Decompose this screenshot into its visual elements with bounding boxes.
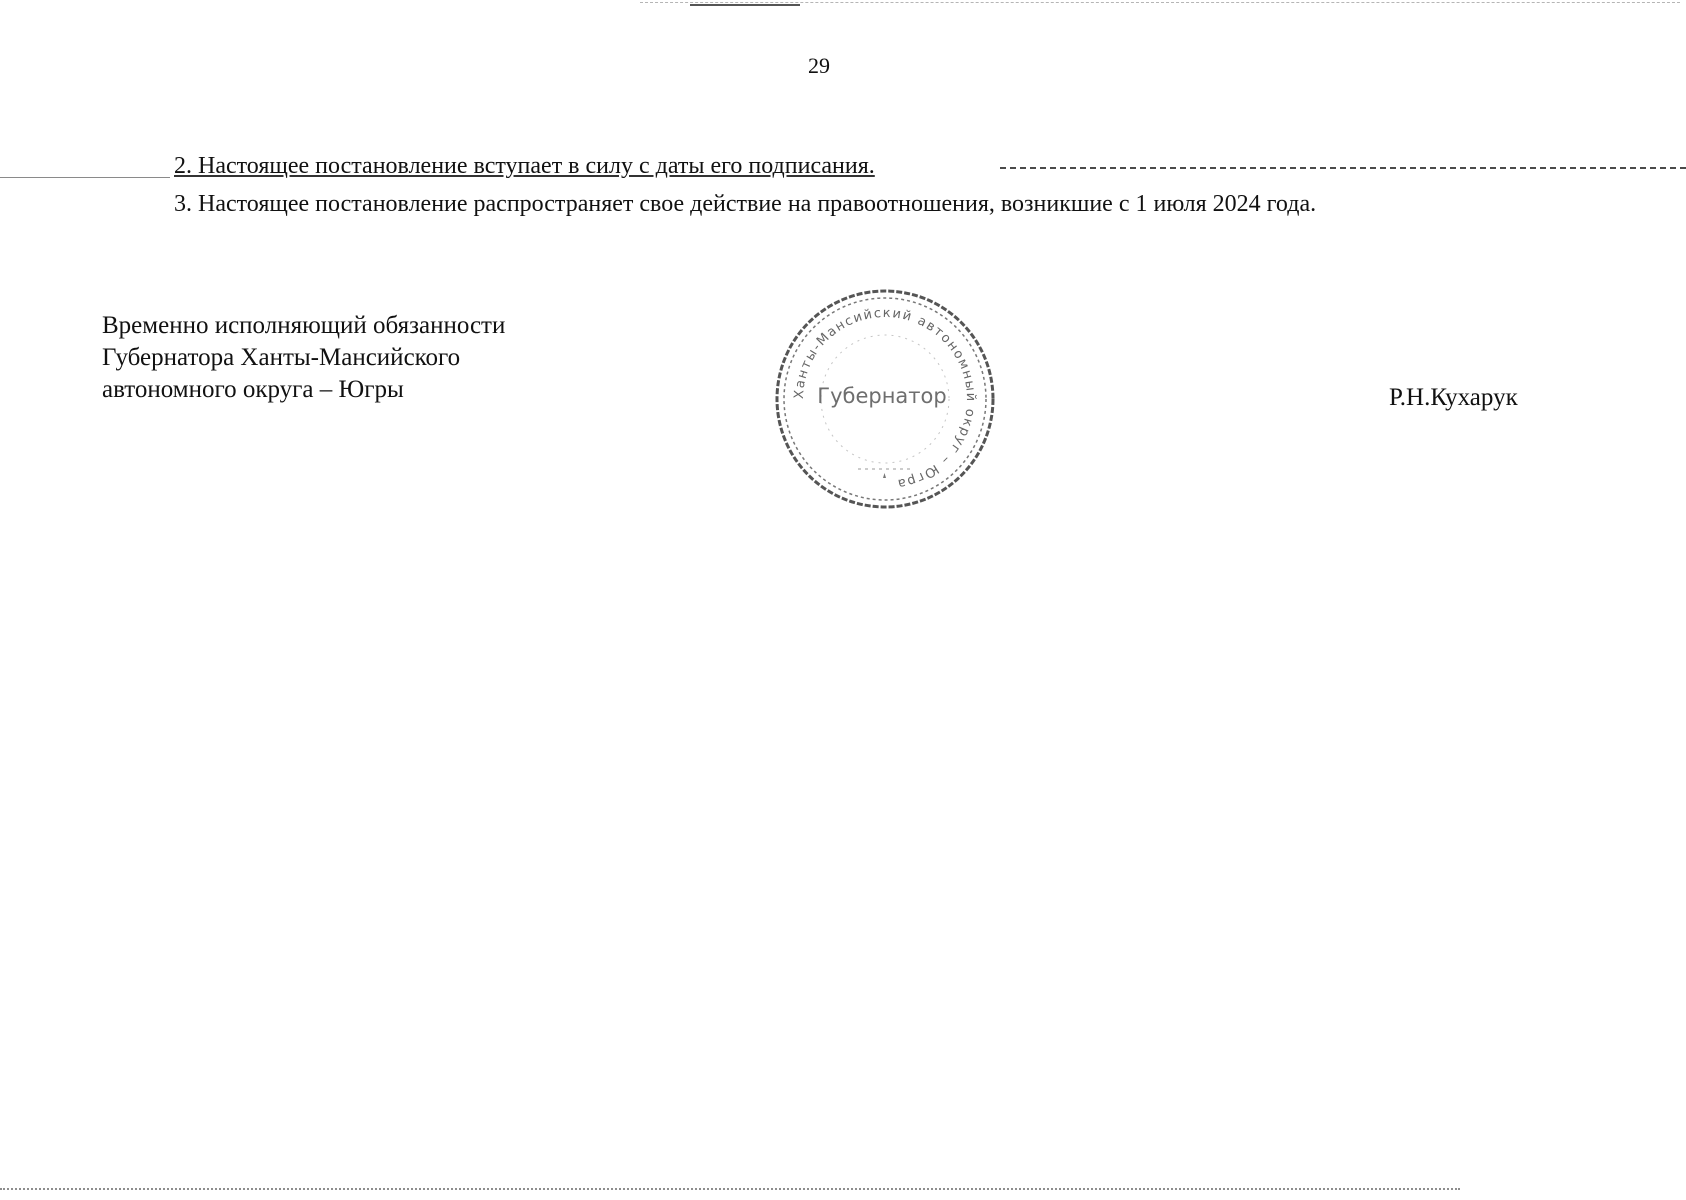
scan-artifact-top [640, 2, 1680, 3]
page-number: 29 [808, 53, 830, 78]
seal-center-text: Губернатор [817, 384, 947, 408]
signatory-name: Р.Н.Кухарук [1389, 384, 1518, 411]
official-seal [770, 284, 1000, 514]
scan-artifact-top-dark [690, 4, 800, 6]
signer-position-line-1: Временно исполняющий обязанности [102, 312, 506, 339]
signer-position-line-3: автономного округа – Югры [102, 376, 404, 403]
signer-position-line-2: Губернатора Ханты-Мансийского [102, 344, 461, 371]
paragraph-item-3: 3. Настоящее постановление распространяет свое действие на правоотношения, возникшие с 1 июля 2024 года. [174, 191, 1317, 217]
scan-artifact-middle-right [1000, 167, 1686, 169]
signer-position [102, 310, 505, 406]
scan-artifact-middle-left [0, 177, 170, 178]
paragraph-item-2: 2. Настоящее постановление вступает в силу с даты его подписания. [174, 153, 875, 179]
seal-ring-text: Ханты-Мансийский автономный округ – Югра [791, 305, 979, 492]
scan-artifact-bottom [0, 1188, 1460, 1190]
